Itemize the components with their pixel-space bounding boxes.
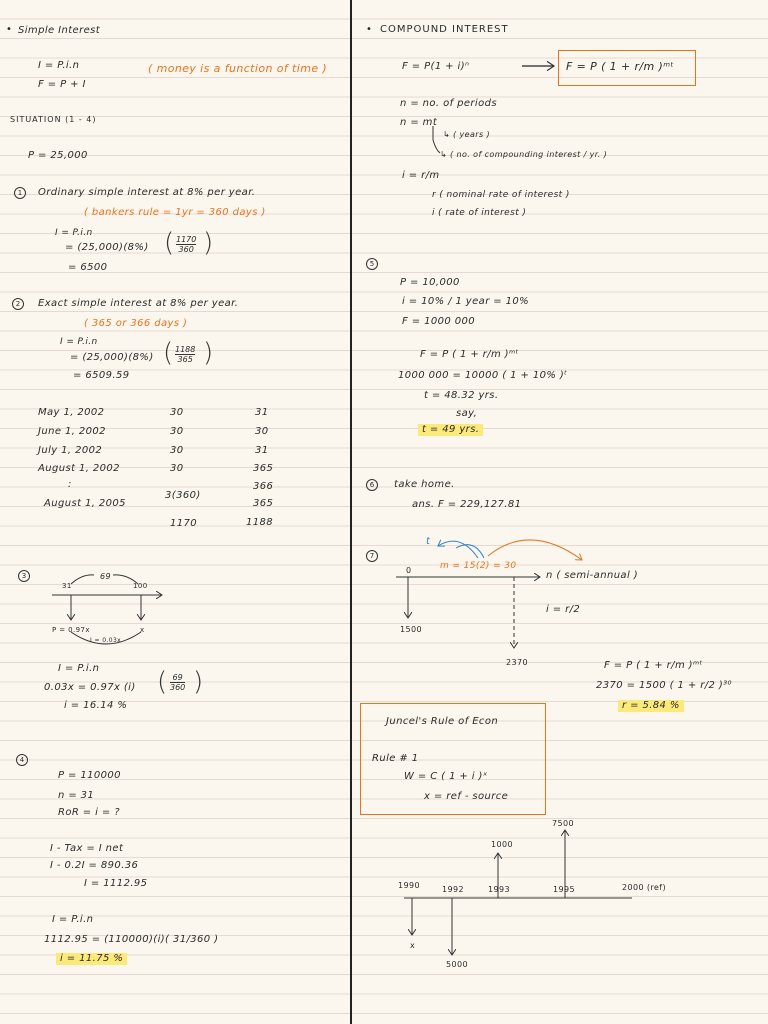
fraction-bottom: 360 (170, 683, 186, 692)
problem-5-line-1: P = 10,000 (400, 277, 460, 288)
problem-6-title: take home. (394, 479, 455, 490)
fraction-top: 1170 (176, 235, 197, 244)
cashflow-timeline (404, 830, 632, 955)
table-cell: 1170 (170, 518, 198, 529)
paren-open: ( (164, 228, 175, 258)
problem-4-line-5: I - 0.2I = 890.36 (50, 860, 139, 871)
problem-5-line-2: i = 10% / 1 year = 10% (402, 296, 530, 307)
problem-7-1500: 1500 (400, 625, 422, 634)
table-cell: 366 (253, 481, 274, 492)
problem-7-m-label: m = 15(2) = 30 (440, 561, 517, 571)
timeline-1995: 1995 (553, 885, 575, 894)
timeline-1993: 1993 (488, 885, 510, 894)
problem-7-i-eq: i = r/2 (546, 604, 581, 615)
table-cell: 30 (170, 445, 184, 456)
problem-3-line-2: 0.03x = 0.97x (i) (44, 682, 136, 693)
problem-5-line-3: F = 1000 000 (402, 316, 476, 327)
problem-5-line-6: t = 48.32 yrs. (424, 390, 499, 401)
diagram-label-69: 69 (100, 572, 111, 581)
problem-3-diagram (52, 575, 162, 644)
time-value-note: ( money is a function of time ) (148, 62, 328, 75)
timeline-2000-ref: 2000 (ref) (622, 883, 666, 892)
problem-number-3: 3 (18, 570, 30, 582)
problem-1-note: ( bankers rule = 1yr = 360 days ) (84, 207, 266, 218)
problem-2-line-2: = (25,000)(8%) (70, 352, 154, 363)
table-cell: 31 (255, 445, 269, 456)
timeline-1990: 1990 (398, 881, 420, 890)
principal-value: P = 25,000 (28, 150, 88, 161)
problem-1-line-3: = 6500 (68, 262, 108, 273)
situation-label: SITUATION (1 - 4) (10, 115, 97, 124)
paren-open: ( (157, 667, 168, 697)
timeline-1992: 1992 (442, 885, 464, 894)
problem-5-line-7: say, (456, 408, 478, 419)
problem-4-line-4: I - Tax = I net (50, 843, 124, 854)
diagram-label-interest: I = 0.03x (90, 637, 122, 644)
problem-7-formula-1: F = P ( 1 + r/m )ᵐᵗ (604, 660, 703, 671)
problem-4-line-8: 1112.95 = (110000)(i)( 31/360 ) (44, 934, 219, 945)
table-cell: 30 (170, 463, 184, 474)
equation-i: i = r/m (402, 170, 440, 181)
rule-box-formula: W = C ( 1 + i )ˣ (404, 771, 488, 782)
problem-number-1: 1 (14, 187, 26, 199)
paren-close: ) (193, 667, 204, 697)
problem-3-line-1: I = P.i.n (58, 663, 100, 674)
table-cell: 30 (255, 426, 269, 437)
table-cell: August 1, 2002 (38, 463, 120, 474)
problem-number-4: 4 (16, 754, 28, 766)
table-cell: 1188 (246, 517, 274, 528)
bullet: • (6, 24, 13, 35)
table-cell: 3(360) (165, 490, 201, 501)
problem-1-title: Ordinary simple interest at 8% per year. (38, 187, 256, 198)
problem-5-answer: t = 49 yrs. (418, 424, 483, 436)
table-cell: 30 (170, 407, 184, 418)
timeline-value-1000: 1000 (491, 840, 513, 849)
formula-boxed: F = P ( 1 + r/m )ᵐᵗ (566, 60, 675, 73)
fraction-bottom: 360 (178, 245, 194, 254)
table-cell: 365 (253, 463, 274, 474)
problem-4-answer: i = 11.75 % (56, 953, 127, 965)
section-title-simple-interest: Simple Interest (18, 25, 101, 36)
problem-number-6: 6 (366, 479, 378, 491)
problem-7-2370: 2370 (506, 658, 528, 667)
paren-close: ) (203, 338, 214, 368)
bullet: • (366, 24, 373, 35)
problem-1-line-2: = (25,000)(8%) (65, 242, 149, 253)
problem-5-line-5: 1000 000 = 10000 ( 1 + 10% )ᵗ (398, 370, 568, 381)
table-cell: 31 (255, 407, 269, 418)
definition-t: ↳ ( years ) (443, 130, 490, 139)
problem-2-line-3: = 6509.59 (73, 370, 130, 381)
diagram-label-100: 100 (133, 582, 148, 590)
problem-5-line-4: F = P ( 1 + r/m )ᵐᵗ (420, 349, 519, 360)
problem-4-line-2: n = 31 (58, 790, 95, 801)
diagram-label-p: P = 0.97x (52, 626, 90, 634)
problem-4-line-1: P = 110000 (58, 770, 121, 781)
problem-7-zero: 0 (406, 566, 412, 575)
paren-close: ) (203, 228, 214, 258)
section-title-compound-interest: COMPOUND INTEREST (380, 24, 509, 35)
rule-box-title: Juncel's Rule of Econ (386, 716, 499, 727)
definition-i: i ( rate of interest ) (432, 208, 527, 218)
table-cell: May 1, 2002 (38, 407, 105, 418)
table-cell: August 1, 2005 (44, 498, 126, 509)
equation-n: n = mt (400, 117, 438, 128)
problem-2-line-1: I = P.i.n (60, 337, 98, 347)
formula-simple-interest: I = P.i.n (38, 60, 80, 71)
table-cell: July 1, 2002 (38, 445, 103, 456)
problem-2-title: Exact simple interest at 8% per year. (38, 298, 239, 309)
timeline-value-7500: 7500 (552, 819, 574, 828)
problem-6-answer: ans. F = 229,127.81 (412, 499, 522, 510)
table-cell: 365 (253, 498, 274, 509)
diagram-label-31: 31 (62, 582, 72, 590)
definition-n: n = no. of periods (400, 98, 497, 109)
fraction-top: 1188 (175, 345, 196, 354)
formula-compound: F = P(1 + i)ⁿ (402, 61, 470, 72)
problem-7-timeline (396, 540, 582, 648)
problem-number-7: 7 (366, 550, 378, 562)
table-cell: June 1, 2002 (38, 426, 106, 437)
problem-7-t-label: t (426, 536, 431, 547)
problem-number-2: 2 (12, 298, 24, 310)
fraction-top: 69 (172, 673, 183, 682)
problem-number-5: 5 (366, 258, 378, 270)
problem-7-answer: r = 5.84 % (618, 700, 684, 712)
table-cell: 30 (170, 426, 184, 437)
timeline-value-x: x (410, 941, 416, 950)
table-cell: : (68, 479, 72, 490)
rule-box-rule: Rule # 1 (372, 753, 419, 764)
rule-box-definition: x = ref - source (424, 791, 509, 802)
definition-hooks (433, 126, 440, 153)
problem-2-note: ( 365 or 366 days ) (84, 318, 188, 329)
timeline-value-5000: 5000 (446, 960, 468, 969)
problem-3-line-3: i = 16.14 % (64, 700, 128, 711)
problem-4-line-3: RoR = i = ? (58, 807, 120, 818)
problem-4-line-6: I = 1112.95 (84, 878, 148, 889)
paren-open: ( (163, 338, 174, 368)
definition-r: r ( nominal rate of interest ) (432, 190, 570, 200)
formula-future-value: F = P + I (38, 79, 86, 90)
definition-m: ↳ ( no. of compounding interest / yr. ) (440, 150, 608, 159)
diagram-label-x: x (140, 626, 145, 634)
problem-7-formula-2: 2370 = 1500 ( 1 + r/2 )³⁰ (596, 680, 732, 691)
problem-1-line-1: I = P.i.n (55, 228, 93, 238)
problem-7-axis-label: n ( semi-annual ) (546, 570, 639, 581)
problem-4-line-7: I = P.i.n (52, 914, 94, 925)
fraction-bottom: 365 (177, 355, 193, 364)
